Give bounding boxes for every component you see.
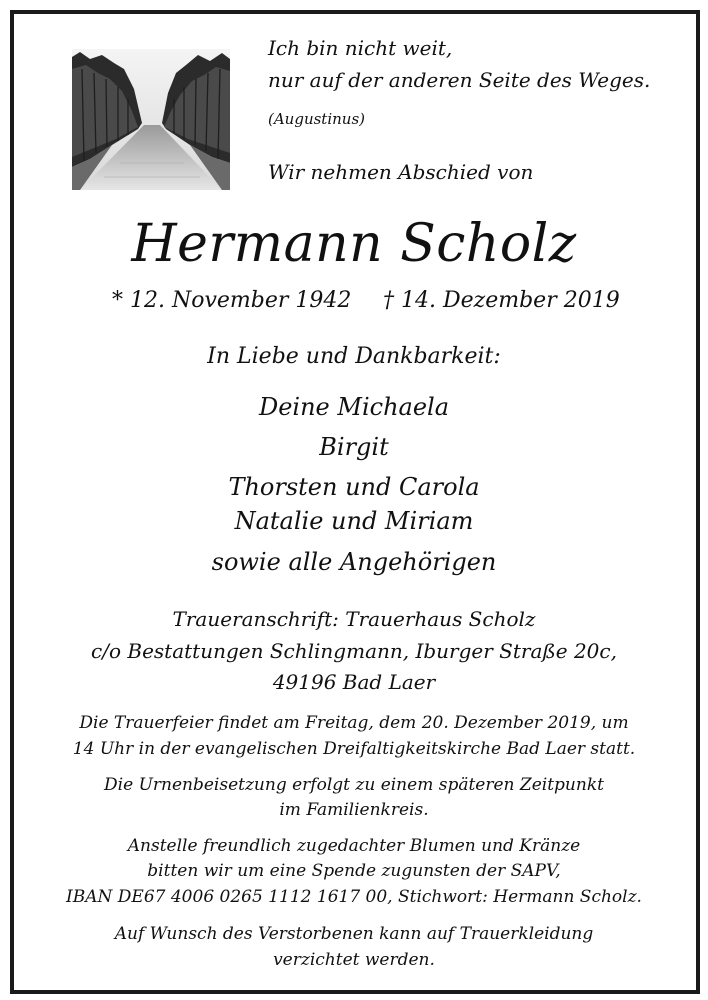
ceremony-line-1: Die Trauerfeier findet am Freitag, dem 20. Dezember 2019, um [79,713,629,733]
deceased-name: Hermann Scholz [131,214,577,274]
address-line-1: Traueranschrift: Trauerhaus Scholz [172,607,536,631]
donation-line-3: IBAN DE67 4006 0265 1112 1617 00, Stichwort: Hermann Scholz. [66,887,642,907]
mourners-intro: In Liebe und Dankbarkeit: [207,344,501,369]
attire-line-2: verzichtet werden. [273,950,435,970]
address-line-2: c/o Bestattungen Schlingmann, Iburger Straße 20c, [91,639,617,663]
quote-author: (Augustinus) [268,110,366,128]
donation-line-2: bitten wir um eine Spende zugunsten der SAPV, [147,861,561,881]
mourner-name: Birgit [319,433,389,461]
farewell-text: Wir nehmen Abschied von [268,160,534,184]
mourner-name: Deine Michaela [258,393,450,421]
quote-line-2: nur auf der anderen Seite des Weges. [268,68,651,92]
donation-line-1: Anstelle freundlich zugedachter Blumen und Kränze [127,836,581,856]
quote-line-1: Ich bin nicht weit, [268,36,453,60]
burial-line-1: Die Urnenbeisetzung erfolgt zu einem späteren Zeitpunkt [104,775,604,795]
burial-line-2: im Familienkreis. [279,800,429,820]
ceremony-line-2: 14 Uhr in der evangelischen Dreifaltigkeitskirche Bad Laer statt. [72,739,636,759]
birth-date: * 12. November 1942 [112,288,352,313]
attire-line-1: Auf Wunsch des Verstorbenen kann auf Trauerkleidung [114,924,594,944]
death-date: † 14. Dezember 2019 [383,288,620,313]
mourner-name: sowie alle Angehörigen [211,548,497,576]
address-line-3: 49196 Bad Laer [272,670,436,694]
forest-path-image [72,49,230,190]
mourner-name: Natalie und Miriam [234,507,474,535]
mourner-name: Thorsten und Carola [228,473,480,501]
